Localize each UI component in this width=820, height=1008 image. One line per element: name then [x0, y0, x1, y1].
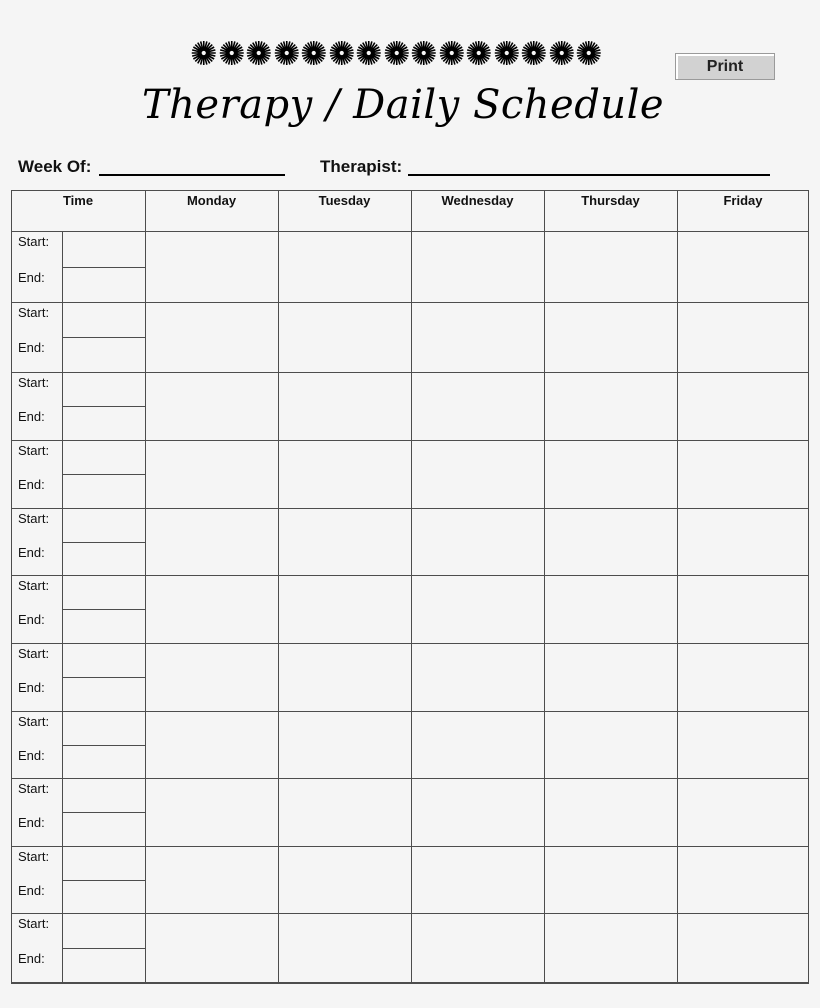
column-header-tuesday: Tuesday	[318, 193, 371, 208]
schedule-cell-thursday[interactable]	[545, 303, 676, 372]
schedule-cell-monday[interactable]	[146, 232, 277, 302]
end-time-field[interactable]	[63, 407, 144, 440]
end-time-field[interactable]	[63, 678, 144, 711]
start-label: Start:	[18, 916, 50, 931]
schedule-cell-wednesday[interactable]	[412, 373, 543, 440]
schedule-cell-tuesday[interactable]	[279, 441, 410, 508]
schedule-cell-monday[interactable]	[146, 441, 277, 508]
start-time-field[interactable]	[63, 373, 144, 406]
start-time-field[interactable]	[63, 779, 144, 812]
schedule-cell-friday[interactable]	[678, 303, 808, 372]
schedule-cell-friday[interactable]	[678, 779, 808, 846]
schedule-cell-thursday[interactable]	[545, 509, 676, 575]
grid-line	[11, 190, 12, 983]
start-label: Start:	[18, 511, 50, 526]
schedule-cell-friday[interactable]	[678, 576, 808, 643]
asterisk-flower-icon	[300, 40, 328, 66]
schedule-cell-thursday[interactable]	[545, 441, 676, 508]
schedule-cell-thursday[interactable]	[545, 779, 676, 846]
start-label: Start:	[18, 646, 50, 661]
schedule-cell-monday[interactable]	[146, 373, 277, 440]
start-time-field[interactable]	[63, 441, 144, 474]
schedule-cell-tuesday[interactable]	[279, 576, 410, 643]
end-label: End:	[18, 951, 45, 966]
end-label: End:	[18, 340, 45, 355]
start-label: Start:	[18, 443, 50, 458]
start-time-field[interactable]	[63, 847, 144, 880]
end-time-field[interactable]	[63, 813, 144, 846]
column-header-thursday: Thursday	[581, 193, 640, 208]
schedule-cell-wednesday[interactable]	[412, 847, 543, 913]
start-time-field[interactable]	[63, 914, 144, 948]
asterisk-flower-icon	[355, 40, 383, 66]
start-time-field[interactable]	[63, 303, 144, 337]
grid-line	[808, 190, 809, 983]
schedule-cell-friday[interactable]	[678, 847, 808, 913]
schedule-cell-wednesday[interactable]	[412, 914, 543, 983]
schedule-cell-monday[interactable]	[146, 779, 277, 846]
schedule-cell-tuesday[interactable]	[279, 644, 410, 711]
schedule-cell-tuesday[interactable]	[279, 509, 410, 575]
start-time-field[interactable]	[63, 576, 144, 609]
end-label: End:	[18, 270, 45, 285]
schedule-cell-wednesday[interactable]	[412, 576, 543, 643]
asterisk-flower-icon	[328, 40, 356, 66]
start-label: Start:	[18, 781, 50, 796]
asterisk-flower-icon	[218, 40, 246, 66]
start-time-field[interactable]	[63, 644, 144, 677]
asterisk-flower-icon	[465, 40, 493, 66]
schedule-cell-wednesday[interactable]	[412, 303, 543, 372]
start-label: Start:	[18, 849, 50, 864]
end-time-field[interactable]	[63, 268, 144, 302]
schedule-cell-wednesday[interactable]	[412, 644, 543, 711]
grid-line	[11, 983, 809, 984]
schedule-cell-thursday[interactable]	[545, 914, 676, 983]
column-header-wednesday: Wednesday	[441, 193, 514, 208]
schedule-cell-tuesday[interactable]	[279, 232, 410, 302]
start-label: Start:	[18, 375, 50, 390]
start-time-field[interactable]	[63, 232, 144, 267]
schedule-cell-wednesday[interactable]	[412, 509, 543, 575]
schedule-cell-tuesday[interactable]	[279, 303, 410, 372]
end-time-field[interactable]	[63, 949, 144, 983]
schedule-cell-friday[interactable]	[678, 914, 808, 983]
week-of-label: Week Of:	[18, 157, 92, 176]
end-time-field[interactable]	[63, 881, 144, 913]
column-header-monday: Monday	[186, 193, 237, 208]
asterisk-flower-icon	[383, 40, 411, 66]
asterisk-flower-icon	[575, 40, 603, 66]
end-time-field[interactable]	[63, 338, 144, 372]
end-label: End:	[18, 545, 45, 560]
end-label: End:	[18, 680, 45, 695]
schedule-cell-friday[interactable]	[678, 712, 808, 778]
schedule-cell-wednesday[interactable]	[412, 441, 543, 508]
schedule-cell-wednesday[interactable]	[412, 779, 543, 846]
schedule-cell-friday[interactable]	[678, 373, 808, 440]
schedule-cell-thursday[interactable]	[545, 712, 676, 778]
start-label: Start:	[18, 234, 50, 249]
column-header-friday: Friday	[723, 193, 763, 208]
schedule-cell-monday[interactable]	[146, 914, 277, 983]
end-label: End:	[18, 883, 45, 898]
ornament-row	[190, 40, 603, 66]
end-label: End:	[18, 409, 45, 424]
schedule-cell-tuesday[interactable]	[279, 779, 410, 846]
therapist-field[interactable]	[408, 174, 770, 176]
schedule-table	[11, 190, 809, 983]
end-time-field[interactable]	[63, 746, 144, 778]
schedule-cell-monday[interactable]	[146, 847, 277, 913]
schedule-cell-tuesday[interactable]	[279, 847, 410, 913]
asterisk-flower-icon	[410, 40, 438, 66]
page-title: Therapy / Daily Schedule	[141, 82, 665, 128]
end-label: End:	[18, 477, 45, 492]
schedule-cell-monday[interactable]	[146, 644, 277, 711]
start-label: Start:	[18, 714, 50, 729]
schedule-cell-monday[interactable]	[146, 712, 277, 778]
schedule-cell-monday[interactable]	[146, 576, 277, 643]
schedule-cell-thursday[interactable]	[545, 576, 676, 643]
schedule-cell-friday[interactable]	[678, 509, 808, 575]
print-button[interactable]: Print	[675, 53, 775, 80]
schedule-cell-thursday[interactable]	[545, 644, 676, 711]
schedule-cell-tuesday[interactable]	[279, 914, 410, 983]
asterisk-flower-icon	[245, 40, 273, 66]
schedule-cell-tuesday[interactable]	[279, 712, 410, 778]
schedule-cell-tuesday[interactable]	[279, 373, 410, 440]
start-label: Start:	[18, 305, 50, 320]
asterisk-flower-icon	[273, 40, 301, 66]
end-label: End:	[18, 748, 45, 763]
column-header-time: Time	[62, 193, 94, 208]
asterisk-flower-icon	[493, 40, 521, 66]
grid-line	[11, 190, 809, 191]
week-of-field[interactable]	[99, 174, 285, 176]
schedule-cell-friday[interactable]	[678, 232, 808, 302]
asterisk-flower-icon	[438, 40, 466, 66]
start-time-field[interactable]	[63, 509, 144, 542]
schedule-cell-monday[interactable]	[146, 303, 277, 372]
end-time-field[interactable]	[63, 543, 144, 575]
therapist-label: Therapist:	[320, 157, 403, 176]
end-label: End:	[18, 815, 45, 830]
schedule-cell-wednesday[interactable]	[412, 712, 543, 778]
schedule-cell-monday[interactable]	[146, 509, 277, 575]
end-time-field[interactable]	[63, 475, 144, 508]
schedule-cell-thursday[interactable]	[545, 373, 676, 440]
schedule-cell-friday[interactable]	[678, 644, 808, 711]
asterisk-flower-icon	[190, 40, 218, 66]
start-label: Start:	[18, 578, 50, 593]
schedule-cell-wednesday[interactable]	[412, 232, 543, 302]
start-time-field[interactable]	[63, 712, 144, 745]
schedule-cell-thursday[interactable]	[545, 847, 676, 913]
asterisk-flower-icon	[548, 40, 576, 66]
asterisk-flower-icon	[520, 40, 548, 66]
schedule-cell-friday[interactable]	[678, 441, 808, 508]
end-label: End:	[18, 612, 45, 627]
schedule-cell-thursday[interactable]	[545, 232, 676, 302]
end-time-field[interactable]	[63, 610, 144, 643]
